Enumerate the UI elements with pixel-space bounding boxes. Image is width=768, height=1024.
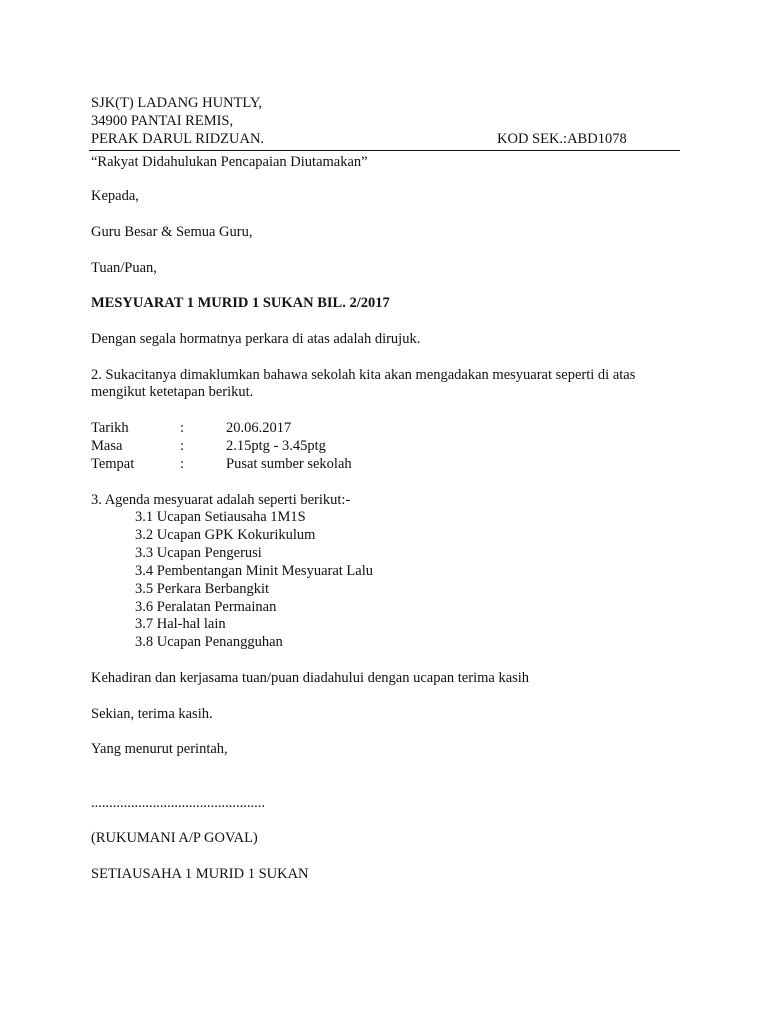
detail-value-place: Pusat sumber sekolah <box>226 456 352 472</box>
signatory-name: (RUKUMANI A/P GOVAL) <box>91 830 258 846</box>
school-code: KOD SEK.:ABD1078 <box>497 131 627 147</box>
header-divider <box>89 150 680 151</box>
thanks-line: Sekian, terima kasih. <box>91 706 213 722</box>
detail-label-place: Tempat <box>91 456 135 472</box>
agenda-item: 3.2 Ucapan GPK Kokurikulum <box>135 527 316 543</box>
attendance-note: Kehadiran dan kerjasama tuan/puan diadahului dengan ucapan terima kasih <box>91 670 530 686</box>
agenda-item: 3.8 Ucapan Penangguhan <box>135 634 283 650</box>
paragraph-2-line-1: 2. Sukacitanya dimaklumkan bahawa sekolah kita akan mengadakan mesyuarat seperti di atas <box>91 367 636 383</box>
agenda-item: 3.7 Hal-hal lain <box>135 616 226 632</box>
yours-line: Yang menurut perintah, <box>91 741 228 757</box>
signatory-title: SETIAUSAHA 1 MURID 1 SUKAN <box>91 866 309 882</box>
paragraph-2-line-2: mengikut ketetapan berikut. <box>91 384 254 400</box>
subject-title: MESYUARAT 1 MURID 1 SUKAN BIL. 2/2017 <box>91 295 390 311</box>
recipient: Guru Besar & Semua Guru, <box>91 224 253 240</box>
agenda-item: 3.5 Perkara Berbangkit <box>135 581 270 597</box>
signature-line: ................................................ <box>91 795 265 811</box>
detail-label-time: Masa <box>91 438 123 454</box>
detail-value-time: 2.15ptg - 3.45ptg <box>226 438 326 454</box>
detail-colon: : <box>180 456 185 472</box>
to-label: Kepada, <box>91 188 139 204</box>
agenda-item: 3.6 Peralatan Permainan <box>135 599 277 615</box>
agenda-item: 3.4 Pembentangan Minit Mesyuarat Lalu <box>135 563 373 579</box>
motto: “Rakyat Didahulukan Pencapaian Diutamakan” <box>91 154 368 170</box>
detail-value-date: 20.06.2017 <box>226 420 292 436</box>
detail-label-date: Tarikh <box>91 420 129 436</box>
agenda-item: 3.3 Ucapan Pengerusi <box>135 545 262 561</box>
paragraph-1: Dengan segala hormatnya perkara di atas adalah dirujuk. <box>91 331 421 347</box>
school-name: SJK(T) LADANG HUNTLY, <box>91 95 263 111</box>
detail-colon: : <box>180 438 185 454</box>
detail-colon: : <box>180 420 185 436</box>
agenda-item: 3.1 Ucapan Setiausaha 1M1S <box>135 509 306 525</box>
salutation: Tuan/Puan, <box>91 260 157 276</box>
address-line-2: PERAK DARUL RIDZUAN. <box>91 131 265 147</box>
agenda-heading: 3. Agenda mesyuarat adalah seperti berikut:- <box>91 492 351 508</box>
address-line-1: 34900 PANTAI REMIS, <box>91 113 234 129</box>
